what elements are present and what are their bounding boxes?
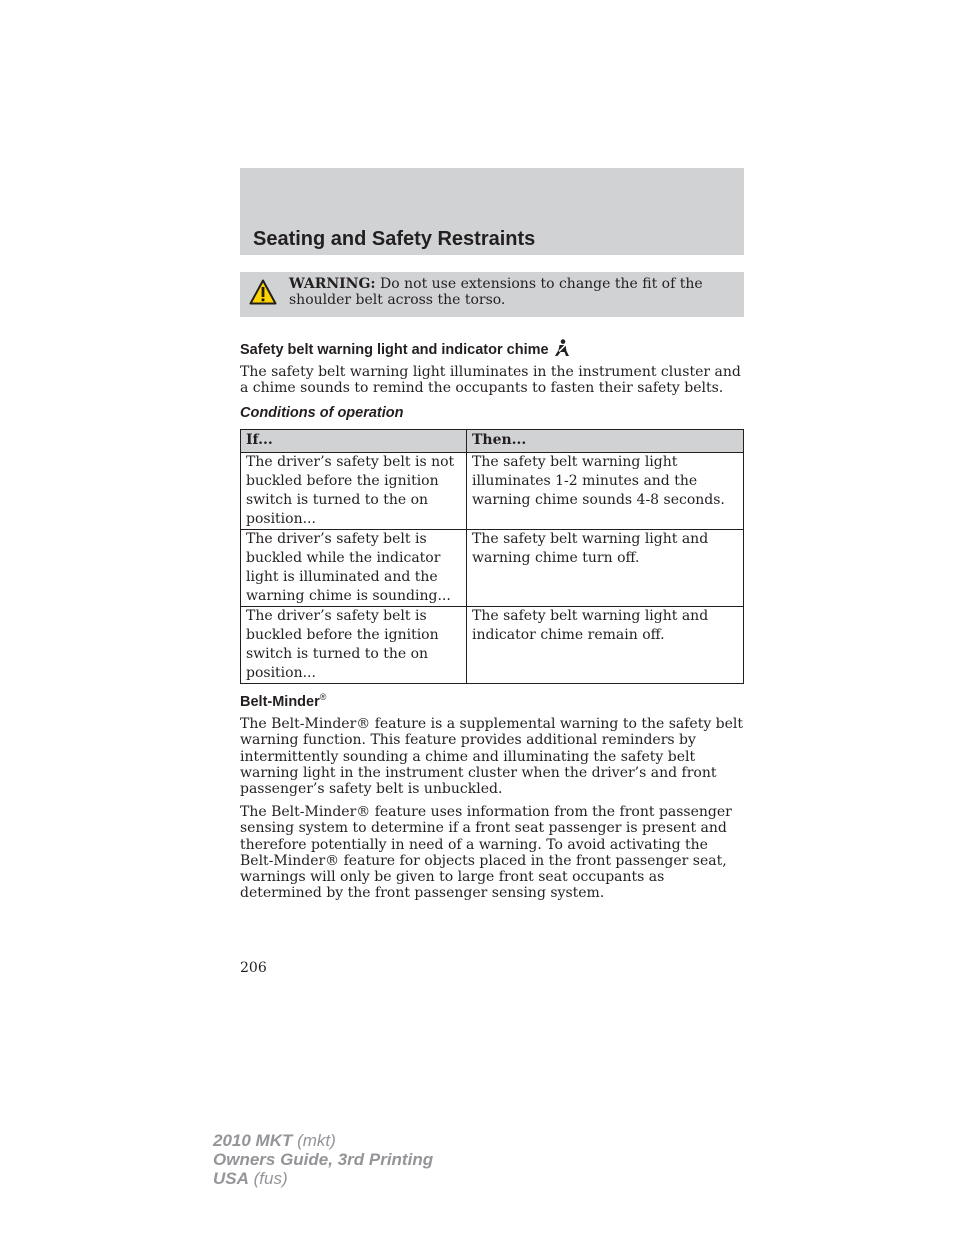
table-cell-then: The safety belt warning light and warning chime turn off. bbox=[467, 530, 744, 607]
conditions-table bbox=[240, 429, 744, 684]
table-cell-then: The safety belt warning light illuminates 1-2 minutes and the warning chime sounds 4-8 seconds. bbox=[467, 453, 744, 530]
warning-label: WARNING: bbox=[289, 276, 376, 292]
table-cell-if: The driver’s safety belt is not buckled before the ignition switch is turned to the on position... bbox=[241, 453, 467, 530]
footer-line-1 bbox=[213, 1131, 433, 1150]
seatbelt-icon bbox=[554, 339, 570, 357]
column-header-if: If... bbox=[241, 430, 467, 453]
table-cell-if: The driver’s safety belt is buckled while the indicator light is illuminated and the warning chime is sounding... bbox=[241, 530, 467, 607]
table-row bbox=[241, 607, 744, 684]
table-header-row bbox=[241, 430, 744, 453]
warning-triangle-icon bbox=[249, 279, 277, 305]
table-cell-then: The safety belt warning light and indicator chime remain off. bbox=[467, 607, 744, 684]
section-heading-text: Safety belt warning light and indicator chime bbox=[240, 342, 549, 358]
footer-market: USA bbox=[213, 1169, 249, 1188]
footer-model: 2010 MKT bbox=[213, 1131, 293, 1150]
footer-line-3 bbox=[213, 1169, 433, 1188]
warning-body: Do not use extensions to change the fit of the shoulder belt across the torso. bbox=[289, 276, 703, 308]
footer-model-code: (mkt) bbox=[292, 1131, 336, 1150]
conditions-heading: Conditions of operation bbox=[240, 405, 404, 421]
column-header-then: Then... bbox=[467, 430, 744, 453]
page-number: 206 bbox=[240, 960, 267, 976]
page-title: Seating and Safety Restraints bbox=[253, 228, 536, 250]
footer-line-2: Owners Guide, 3rd Printing bbox=[213, 1150, 434, 1169]
registered-mark: ® bbox=[319, 692, 327, 702]
section-header-band bbox=[240, 168, 744, 255]
section-heading-warning-light bbox=[240, 339, 570, 358]
table-cell-if: The driver’s safety belt is buckled before the ignition switch is turned to the on position... bbox=[241, 607, 467, 684]
warning-box bbox=[240, 272, 744, 317]
document-footer bbox=[213, 1131, 433, 1188]
warning-text bbox=[289, 276, 729, 308]
table-row bbox=[241, 453, 744, 530]
footer-market-code: (fus) bbox=[248, 1169, 288, 1188]
beltminder-paragraph-2: The Belt-Minder® feature uses information from the front passenger sensing system to determine if a front seat passenger is present and therefore potentially in need of a warning. To avoid activating the Belt-Minder® feature for objects placed in the front passenger seat, warnings will only be given to large front seat occupants as determined by the front passenger sensing system. bbox=[240, 804, 732, 902]
beltminder-heading-text: Belt-Minder bbox=[240, 693, 320, 710]
beltminder-paragraph-1: The Belt-Minder® feature is a supplemental warning to the safety belt warning function. This feature provides additional reminders by intermittently sounding a chime and illuminating the safety belt warning light in the instrument cluster when the driver’s and front passenger’s safety belt is unbuckled. bbox=[240, 716, 744, 798]
beltminder-heading bbox=[240, 692, 326, 710]
section-body-warning-light: The safety belt warning light illuminates in the instrument cluster and a chime sounds to remind the occupants to fasten their safety belts. bbox=[240, 364, 741, 397]
table-row bbox=[241, 530, 744, 607]
